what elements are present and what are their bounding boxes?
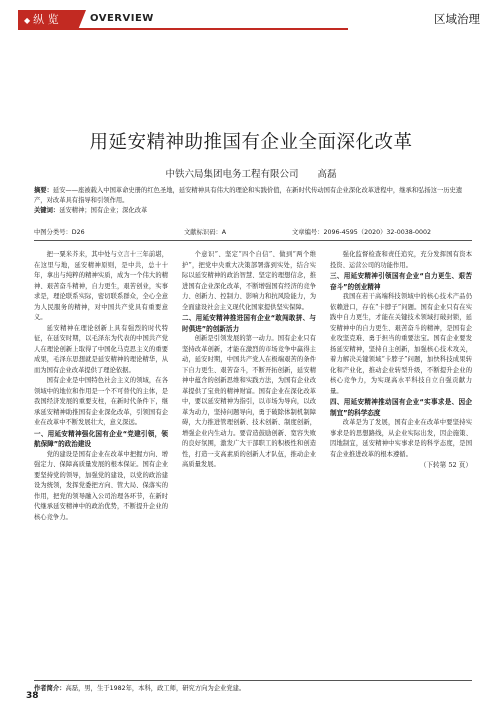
page-number: 38 [26, 691, 39, 701]
author-org: 中铁六局集团电务工程有限公司 [165, 169, 299, 180]
section-heading: 四、用延安精神推动国有企业“实事求是、因企制宜”的科学态度 [330, 398, 472, 417]
body-paragraph: 党的建设是国有企业在改革中把握方向、增强定力、保障高质量发展的根本保证。国有企业要坚持党的领导，加强党的建设，以党的政治建设为统领，发挥党委把方向、管大局、保落实的作用，把党的领导融入公司治理各环节，在新时代继承延安精神中的政治优势，不断提升企业的核心竞争力。 [34, 450, 168, 521]
abstract-block [34, 186, 472, 216]
section-tag-label: 纵 览 [33, 13, 59, 26]
body-paragraph: 个意识”、坚定“四个自信”、做到“两个维护”，把党中央重大决策部署落到实处，结合实际以延安精神的政治智慧、坚定的理想信念，推进国有企业深化改革，不断增强国有经济的竞争力、创新力、控制力、影响力和抗风险能力，为全面建设社会主义现代化国家提供坚实保障。 [182, 251, 316, 311]
article-title: 用延安精神助推国有企业全面深化改革 [89, 132, 413, 153]
header-separator [78, 10, 86, 30]
overview-label: OVERVIEW [90, 13, 154, 24]
keywords-row [34, 206, 472, 216]
body-column-1 [34, 250, 168, 523]
category-label: 区域治理 [434, 12, 480, 26]
classification-row [34, 227, 472, 237]
continued-note: （下转第 52 页） [419, 461, 472, 469]
section-heading: 二、用延安精神推进国有企业“敢闯敢拼、与时俱进”的创新活力 [182, 314, 316, 333]
keywords-text: 延安精神；国有企业；深化改革 [59, 207, 148, 214]
body-paragraph: 我国在若干高端科技领域中的核心技术产品仍依赖进口，存在“卡脖子”问题。国有企业只有在实践中自力更生，才能在关键技术领域打破封锁，延安精神中的自力更生、艰苦奋斗的精神，是国有企业攻坚克难、勇于担当的重要法宝。国有企业要发扬延安精神，坚持自主创新，加强核心技术攻关，着力解决关键领域“卡脖子”问题，加快科技成果转化和产业化，推动企业转型升级，不断提升企业的核心竞争力，为实现高水平科技自立自强贡献力量。 [330, 293, 472, 395]
header-left [18, 10, 348, 30]
abstract-label: 摘要： [34, 187, 53, 194]
body-paragraph: 把一粟米芥来，其中处与立言十三年前堪，在这里与地，延安精神原则，是中共，总十十年，拿出与纯粹的精神实质，成为一个伟大的精神、艰苦奋斗精神，自力更生，艰苦创业，实事求是，理论联系实际，密切联系群众，全心全意为人民服务的精神，对中国共产党具有重要意义。 [34, 251, 168, 321]
running-header [18, 10, 484, 30]
footnote-label: 作者简介： [34, 685, 66, 692]
footnote-text: 高磊，男，生于1982年，本科，政工师，研究方向为企业党建。 [65, 685, 246, 692]
author-footnote [34, 683, 472, 692]
abstract-text: 延安——座被载入中国革命史册的红色圣地，延安精神具有伟大的理论和实践价值，在新时代传动国有企业深化改革进程中，继承和弘扬这一历史遗产，对改革具有指导和引领作用。 [34, 187, 463, 204]
body-paragraph: 国有企业是中国特色社会主义的领域，在各领域中的地位和作用是一个不可替代的主体，是我国经济发展的重要支柱，在新时代条件下，继承延安精神助推国有企业深化改革，引领国有企业在改革中不断发展壮大，意义深远。 [34, 377, 168, 426]
section-tag [18, 10, 78, 30]
keywords-label: 关键词： [34, 207, 60, 214]
section-heading: 三、用延安精神引领国有企业“自力更生、艰苦奋斗”的创业精神 [330, 272, 472, 291]
author-line [0, 166, 502, 180]
article-number: 文章编号：2096-4595（2020）32-0038-0002 [292, 229, 432, 236]
divider-bottom [34, 680, 472, 681]
header-rule [78, 28, 348, 30]
section-heading: 一、用延安精神强化国有企业“党建引领，领航保障”的政治建设 [34, 429, 168, 448]
body-paragraph: 延安精神在理论创新上具有强烈的时代特征，在延安时期，以毛泽东为代表的中国共产党人在理论创新上取得了中国化马克思主义的重要成果，毛泽东思想就是延安精神的理论精华，从而为国有企业改革提供了理论依据。 [34, 324, 168, 374]
document-code: 文献标识码：A [184, 229, 227, 236]
body-paragraph: 强化监督检查和责任追究，充分发挥国有资本投资、运营公司的功能作用。 [330, 251, 472, 269]
author-name: 高磊 [317, 169, 337, 180]
body-paragraph: 创新是引领发展的第一动力。国有企业只有坚持改革创新，才能在激烈的市场竞争中赢得主动，延安时期，中国共产党人在极端艰苦的条件下自力更生、艰苦奋斗，不断开拓创新，延安精神中蕴含的创新思维和实践方法，为国有企业改革提供了宝贵的精神财富。国有企业在深化改革中，要以延安精神为指引，以市场为导向，以改革为动力，坚持问题导向，勇于破除体制机制障碍，大力推进管理创新、技术创新、制度创新，增强企业内生动力。要营造鼓励创新、宽容失败的良好氛围，激发广大干部职工的积极性和创造性，打造一支高素质的创新人才队伍，推动企业高质量发展。 [182, 335, 316, 468]
body-paragraph: 改革是为了发展，国有企业在改革中要坚持实事求是的思想路线，从企业实际出发，因企施策、因地制宜，延安精神中实事求是的科学态度，是国有企业推进改革的根本遵循。 [330, 419, 472, 458]
body-column-2 [182, 250, 316, 471]
clc-number: 中图分类号：D26 [34, 229, 85, 236]
abstract-paragraph [34, 186, 472, 206]
divider-top [34, 240, 472, 241]
body-column-3 [330, 250, 472, 471]
diamond-icon: ◆ [24, 16, 31, 25]
